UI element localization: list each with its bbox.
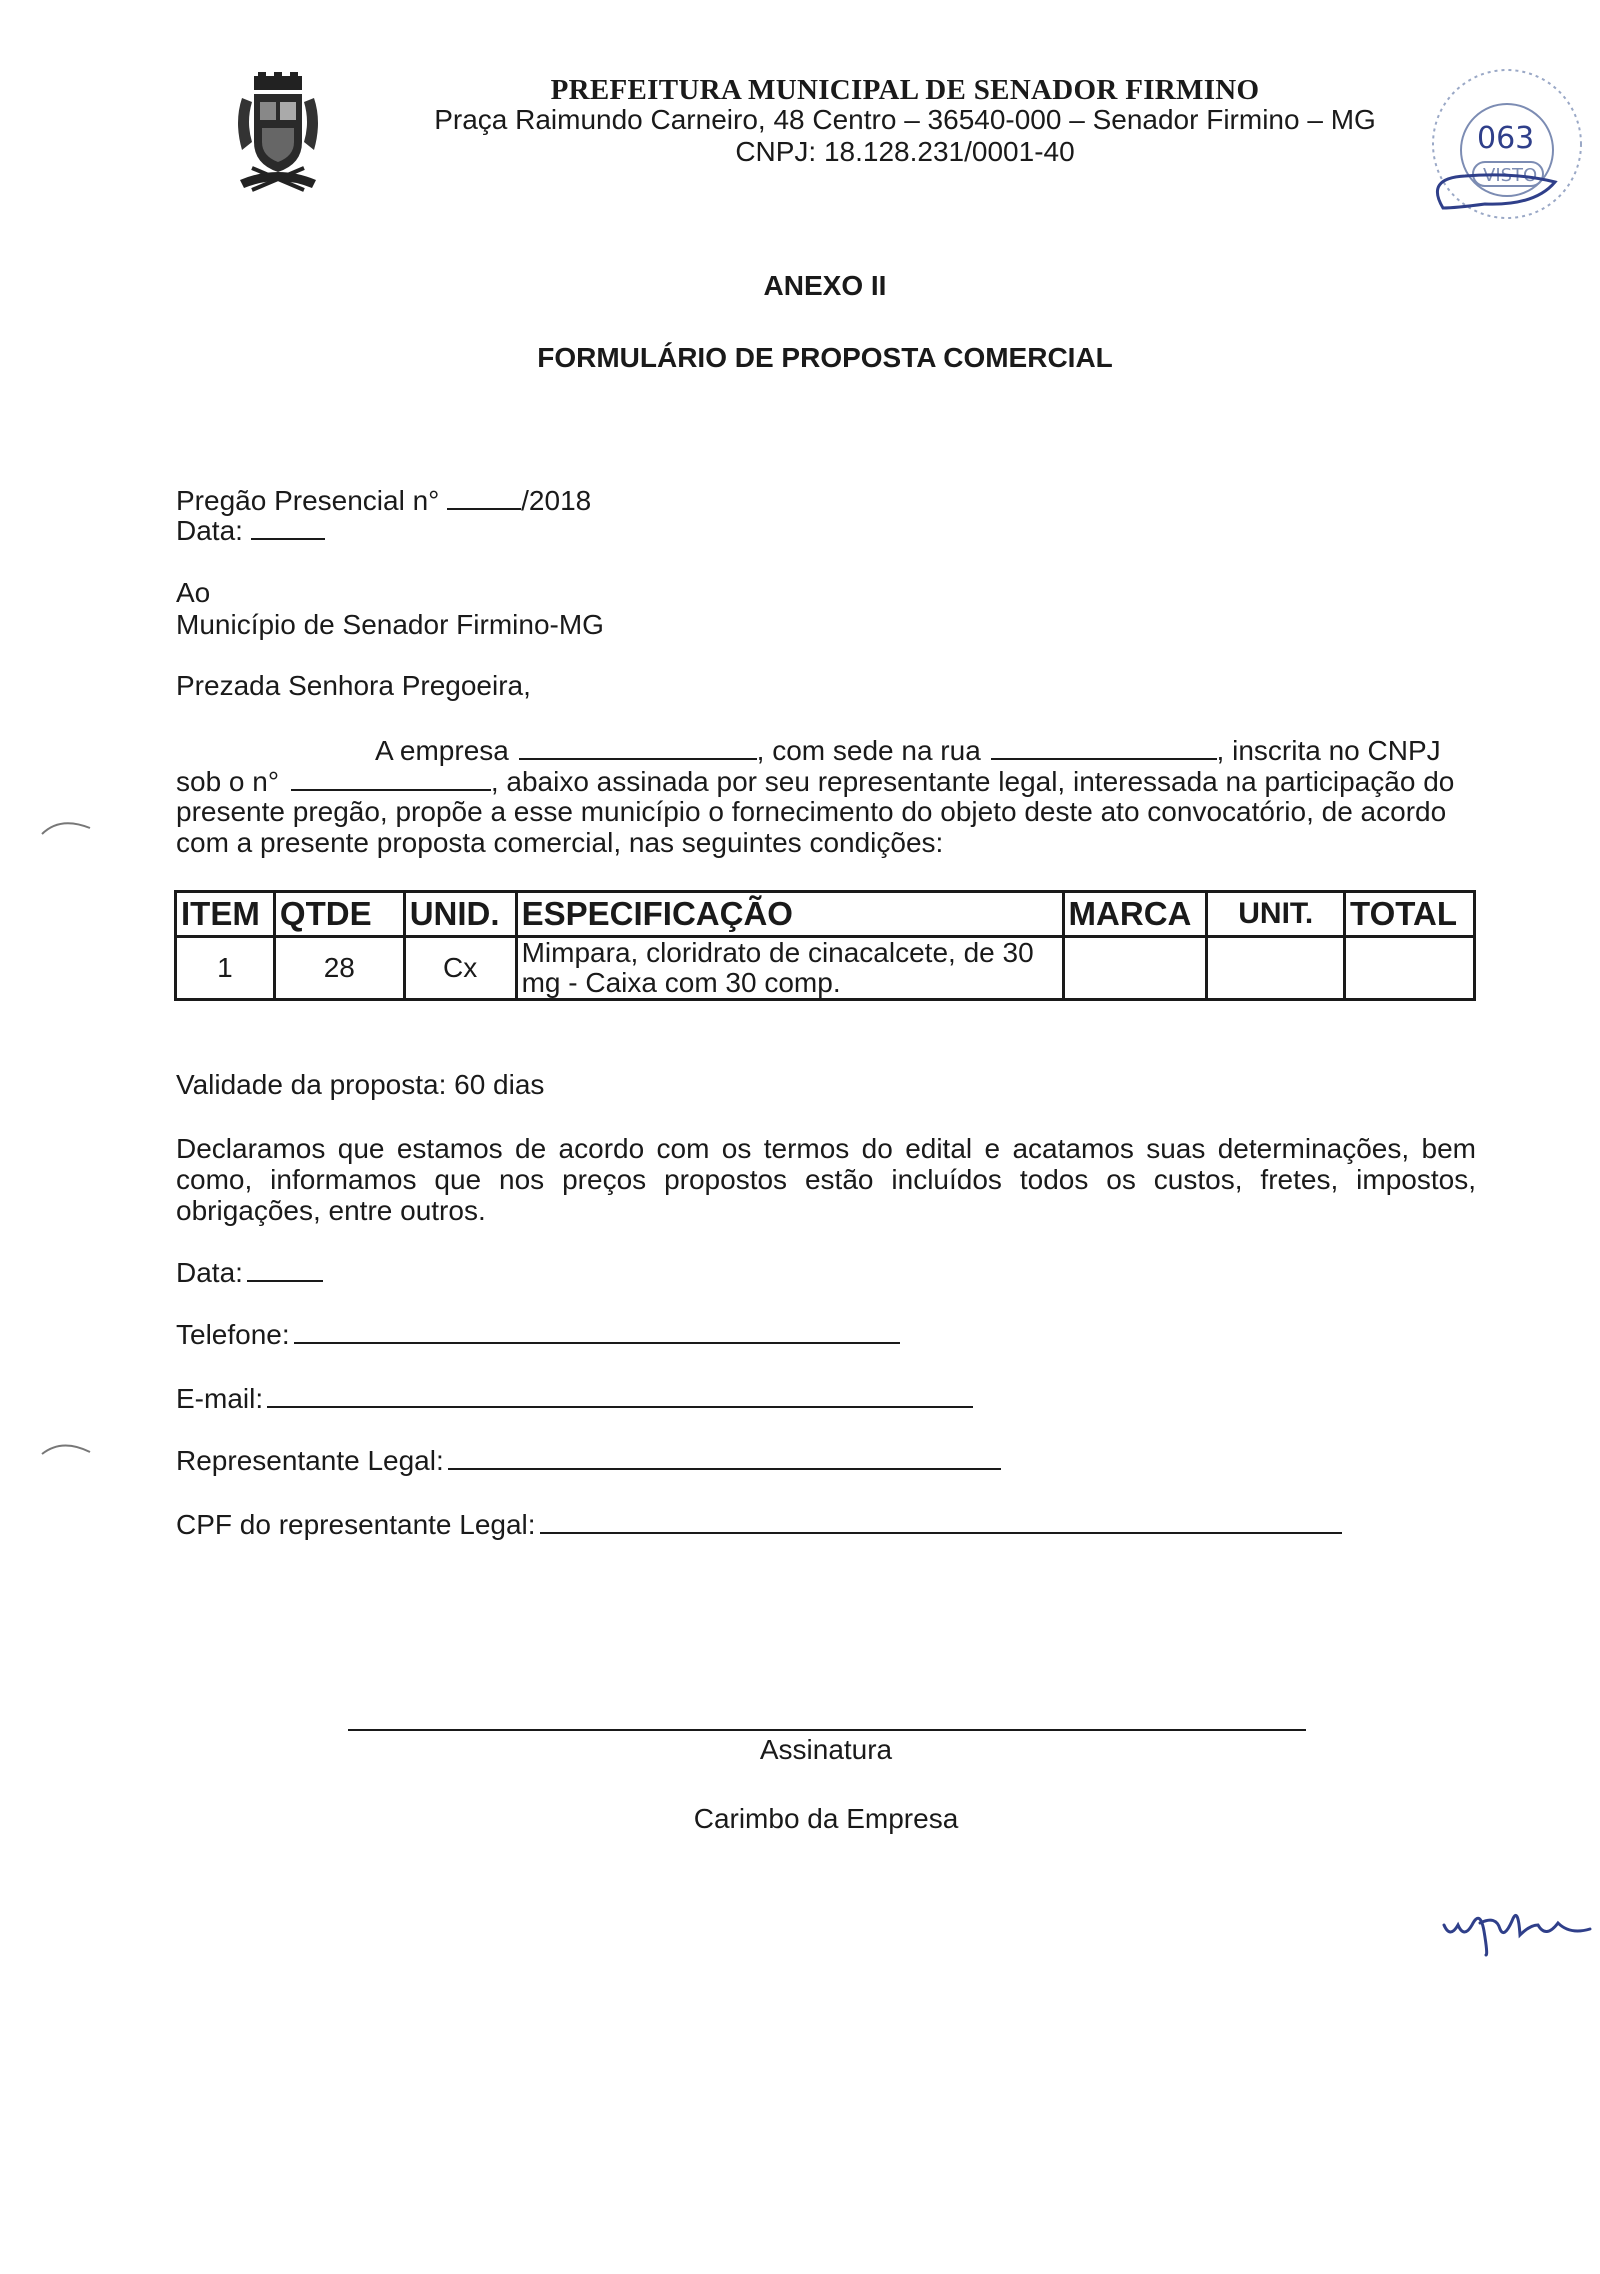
intro-line4: com a presente proposta comercial, nas seguintes condições: [176,827,944,858]
field-telefone-label: Telefone: [176,1319,290,1350]
table-header-row [176,892,1475,937]
pregao-label: Pregão Presencial n° [176,485,440,516]
field-email-label: E-mail: [176,1383,264,1414]
cell-unit[interactable] [1207,937,1345,1000]
field-telefone-blank[interactable] [294,1318,900,1344]
field-representante [176,1444,1001,1477]
field-email [176,1382,973,1415]
date-line [176,514,325,547]
company-stamp-label: Carimbo da Empresa [693,1803,959,1834]
field-representante-label: Representante Legal: [176,1445,444,1476]
col-header-unit: UNIT. [1207,892,1345,937]
annex-title: ANEXO II [763,270,887,301]
signature-line[interactable] [348,1729,1306,1731]
validity: Validade da proposta: 60 dias [176,1069,545,1100]
col-header-especificacao: ESPECIFICAÇÃO [516,892,1063,937]
cell-marca[interactable] [1063,937,1207,1000]
pregao-year: /2018 [521,485,592,516]
svg-text:VISTO: VISTO [1483,165,1538,186]
declaration [176,1133,1476,1226]
declaration-line1: Declaramos que estamos de acordo com os termos do edital e acatamos suas determinações, bem [176,1133,1476,1164]
margin-mark-icon [38,1432,98,1462]
cnpj-blank[interactable] [291,765,491,791]
field-email-blank[interactable] [267,1382,973,1408]
company-name-blank[interactable] [519,734,757,760]
col-header-unid: UNID. [404,892,516,937]
intro-abaixo: , abaixo assinada por seu representante legal, interessada na participação do [490,766,1455,797]
cell-unid: Cx [404,937,516,1000]
col-header-marca: MARCA [1063,892,1207,937]
coat-of-arms-icon [232,72,324,194]
col-header-item: ITEM [176,892,275,937]
street-blank[interactable] [991,734,1217,760]
date-blank[interactable] [251,514,325,540]
col-header-total: TOTAL [1345,892,1475,937]
cell-qtde: 28 [274,937,404,1000]
pregao-line [176,484,591,517]
recipient-line2: Município de Senador Firmino-MG [176,609,604,640]
field-data-label: Data: [176,1257,243,1288]
field-cpf-blank[interactable] [540,1508,1342,1534]
declaration-line2: como, informamos que nos preços propostos estão incluídos todos os custos, fretes, impostos, [176,1164,1476,1195]
field-data-blank[interactable] [247,1256,323,1282]
greeting: Prezada Senhora Pregoeira, [176,670,531,701]
protocol-stamp-icon [1395,58,1595,233]
col-header-qtde: QTDE [274,892,404,937]
municipality-address: Praça Raimundo Carneiro, 48 Centro – 36540-000 – Senador Firmino – MG [434,104,1376,135]
cell-item: 1 [176,937,275,1000]
field-data [176,1256,323,1289]
intro-inscrita: , inscrita no CNPJ [1216,735,1441,766]
field-cpf [176,1508,1342,1541]
spec-line1: Mimpara, cloridrato de cinacalcete, de 30 [521,937,1034,968]
field-representante-blank[interactable] [448,1444,1001,1470]
margin-mark-icon [38,810,98,840]
pregao-number-blank[interactable] [447,484,521,510]
field-telefone [176,1318,900,1351]
intro-line1 [375,734,1441,767]
svg-text:063: 063 [1477,121,1535,156]
intro-a-empresa: A empresa [375,735,509,766]
declaration-line3: obrigações, entre outros. [176,1195,486,1226]
municipality-title: PREFEITURA MUNICIPAL DE SENADOR FIRMINO [550,74,1260,106]
handwritten-initials-icon [1440,1895,1600,1965]
cell-especificacao [516,937,1063,1000]
signature-label: Assinatura [759,1734,893,1765]
field-cpf-label: CPF do representante Legal: [176,1509,536,1540]
recipient-line1: Ao [176,577,211,608]
intro-line3: presente pregão, propõe a esse município o fornecimento do objeto deste ato convocatório, de acordo [176,796,1447,827]
form-title: FORMULÁRIO DE PROPOSTA COMERCIAL [537,342,1113,373]
date-label: Data: [176,515,243,546]
municipality-cnpj: CNPJ: 18.128.231/0001-40 [735,136,1075,167]
intro-sob-o-n: sob o n° [176,766,280,797]
items-table [174,890,1476,1001]
intro-com-sede: , com sede na rua [756,735,981,766]
table-row [176,937,1475,1000]
cell-total[interactable] [1345,937,1475,1000]
intro-line2 [176,765,1454,798]
spec-line2: mg - Caixa com 30 comp. [521,967,841,998]
